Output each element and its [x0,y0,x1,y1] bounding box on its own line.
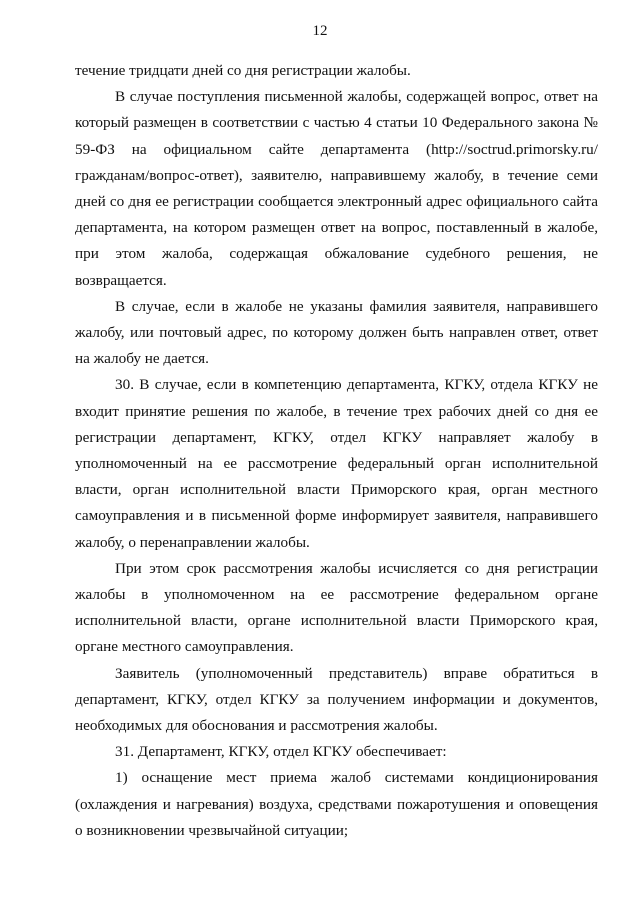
paragraph-written-complaint: В случае поступления письменной жалобы, содержащей вопрос, ответ на который размещен в соответствии с частью 4 статьи 10 Федерального закона № 59-ФЗ на официальном сайте департамента (http://soctrud.primorsky.ru/ гражданам/вопрос-ответ), заявителю, направившему жалобу, в течение семи дней со дня ее регистрации сообщается электронный адрес официального сайта департамента, на котором размещен ответ на вопрос, поставленный в жалобе, при этом жалоба, содержащая обжалование судебного решения, не возвращается. [75,88,598,289]
paragraph-clause-30: 30. В случае, если в компетенцию департамента, КГКУ, отдела КГКУ не входит принятие решения по жалобе, в течение трех рабочих дней со дня ее регистрации департамент, КГКУ, отдел КГКУ направляет жалобу в уполномоченный на ее рассмотрение федеральный орган исполнительной власти, орган исполнительной власти Приморского края, орган местного самоуправления и в письменной форме информирует заявителя, направившего жалобу, о перенаправлении жалобы. [75,376,598,551]
paragraph-review-term: При этом срок рассмотрения жалобы исчисляется со дня регистрации жалобы в уполномоченном на ее рассмотрение федеральном органе исполнительной власти, органе исполнительной власти Приморского края, органе местного самоуправления. [75,559,598,656]
document-body [75,58,598,844]
paragraph-continuation: течение тридцати дней со дня регистрации жалобы. [75,62,411,79]
paragraph-applicant-right: Заявитель (уполномоченный представитель) вправе обратиться в департамент, КГКУ, отдел КГКУ за получением информации и документов, необходимых для обоснования и рассмотрения жалобы. [75,664,598,735]
paragraph-clause-31: 31. Департамент, КГКУ, отдел КГКУ обеспечивает: [115,743,447,761]
page-number: 12 [312,23,328,39]
paragraph-item-1: 1) оснащение мест приема жалоб системами кондиционирования (охлаждения и нагревания) воздуха, средствами пожаротушения и оповещения о возникновении чрезвычайной ситуации; [75,769,598,839]
paragraph-no-surname: В случае, если в жалобе не указаны фамилия заявителя, направившего жалобу, или почтовый адрес, по которому должен быть направлен ответ, ответ на жалобу не дается. [75,297,598,368]
